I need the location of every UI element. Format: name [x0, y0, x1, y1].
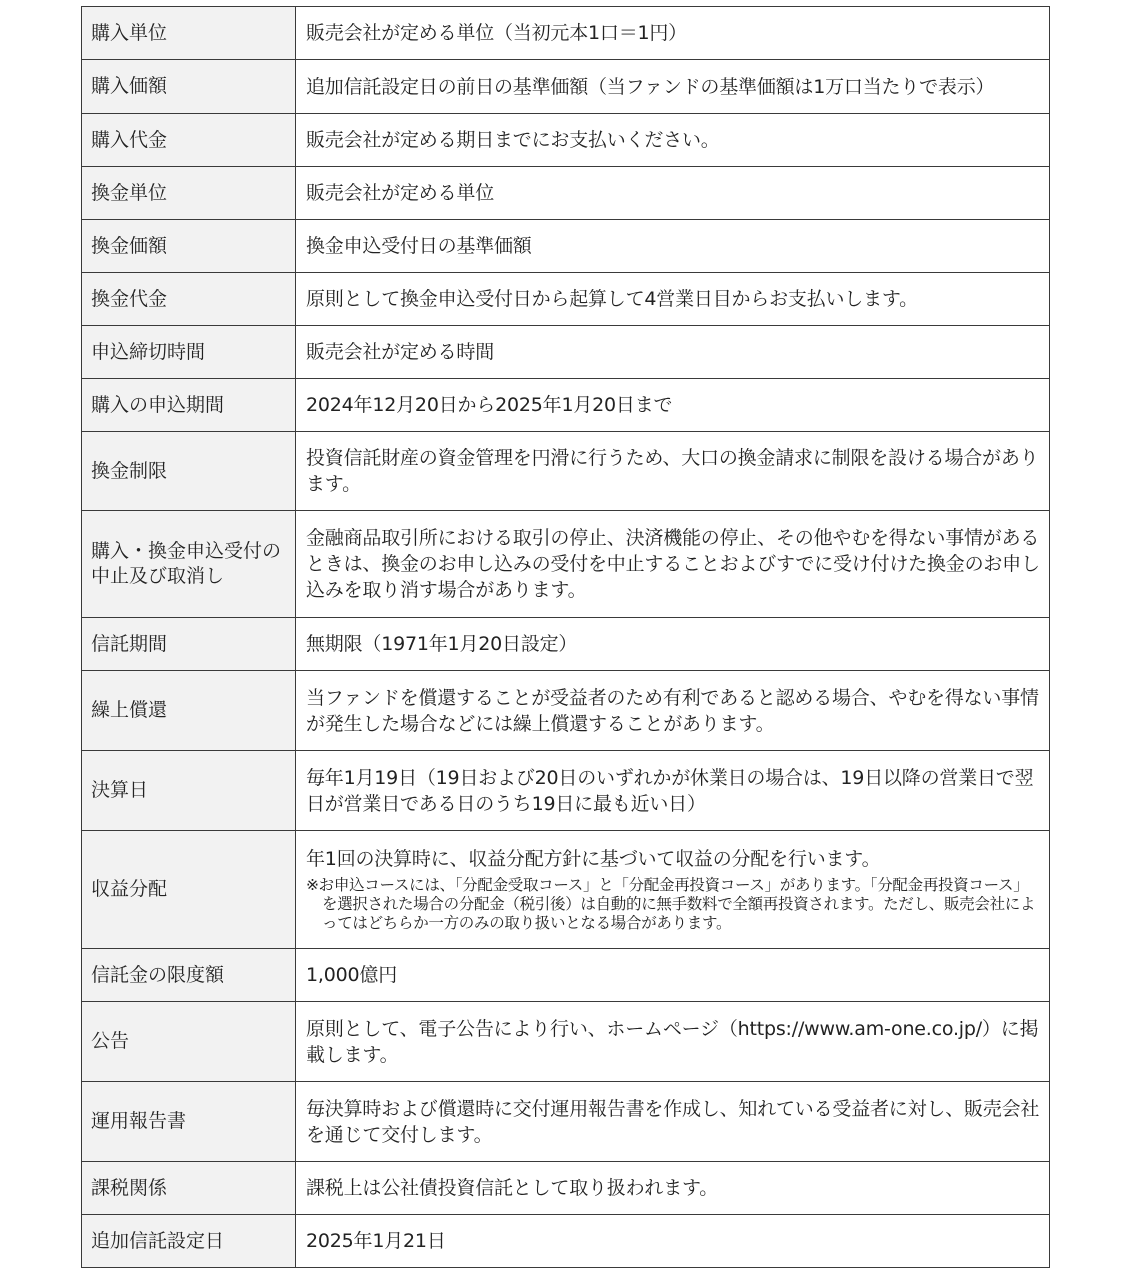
row-value: 投資信託財産の資金管理を円滑に行うため、大口の換金請求に制限を設ける場合があります。 — [296, 432, 1050, 511]
row-label: 課税関係 — [82, 1162, 296, 1215]
fund-terms-table — [81, 6, 1050, 1268]
row-label: 収益分配 — [82, 831, 296, 949]
row-label: 購入単位 — [82, 7, 296, 60]
table-row — [82, 114, 1050, 167]
row-value: 毎年1月19日（19日および20日のいずれかが休業日の場合は、19日以降の営業日で翌日が営業日である日のうち19日に最も近い日） — [296, 751, 1050, 831]
table-row — [82, 511, 1050, 618]
table-row — [82, 167, 1050, 220]
table-row — [82, 1002, 1050, 1082]
row-label: 信託期間 — [82, 618, 296, 671]
table-row — [82, 751, 1050, 831]
row-value: 当ファンドを償還することが受益者のため有利であると認める場合、やむを得ない事情が発生した場合などには繰上償還することがあります。 — [296, 671, 1050, 751]
row-label: 公告 — [82, 1002, 296, 1082]
table-row — [82, 273, 1050, 326]
row-label: 決算日 — [82, 751, 296, 831]
distribution-main-text: 年1回の決算時に、収益分配方針に基づいて収益の分配を行います。 — [306, 848, 881, 870]
row-value: 換金申込受付日の基準価額 — [296, 220, 1050, 273]
table-row — [82, 379, 1050, 432]
table-row — [82, 60, 1050, 114]
table-row — [82, 7, 1050, 60]
row-value: 追加信託設定日の前日の基準価額（当ファンドの基準価額は1万口当たりで表示） — [296, 60, 1050, 114]
row-label: 換金代金 — [82, 273, 296, 326]
table-row — [82, 671, 1050, 751]
table-row — [82, 1215, 1050, 1268]
table-row — [82, 949, 1050, 1002]
row-value: 金融商品取引所における取引の停止、決済機能の停止、その他やむを得ない事情があるときは、換金のお申し込みの受付を中止することおよびすでに受け付けた換金のお申し込みを取り消す場合があります。 — [296, 511, 1050, 618]
table-row — [82, 618, 1050, 671]
row-value: 原則として、電子公告により行い、ホームページ（https://www.am-one.co.jp/）に掲載します。 — [296, 1002, 1050, 1082]
row-value: 毎決算時および償還時に交付運用報告書を作成し、知れている受益者に対し、販売会社を通じて交付します。 — [296, 1082, 1050, 1162]
row-label: 購入・換金申込受付の中止及び取消し — [82, 511, 296, 618]
row-label: 信託金の限度額 — [82, 949, 296, 1002]
row-label: 繰上償還 — [82, 671, 296, 751]
table-row — [82, 1082, 1050, 1162]
row-label: 申込締切時間 — [82, 326, 296, 379]
row-value: 原則として換金申込受付日から起算して4営業日目からお支払いします。 — [296, 273, 1050, 326]
fund-info-sheet — [81, 6, 1050, 1268]
row-value: 販売会社が定める単位 — [296, 167, 1050, 220]
row-label: 購入価額 — [82, 60, 296, 114]
table-row — [82, 326, 1050, 379]
row-label: 換金単位 — [82, 167, 296, 220]
row-label: 購入の申込期間 — [82, 379, 296, 432]
row-label: 換金価額 — [82, 220, 296, 273]
table-row — [82, 1162, 1050, 1215]
distribution-note: ※お申込コースには、「分配金受取コース」と「分配金再投資コース」があります。「分配金再投資コース」を選択された場合の分配金（税引後）は自動的に無手数料で全額再投資されます。ただし、販売会社によってはどちらか一方のみの取り扱いとなる場合があります。 — [306, 876, 1036, 932]
row-label: 換金制限 — [82, 432, 296, 511]
row-value — [296, 831, 1050, 949]
table-row — [82, 220, 1050, 273]
row-value: 1,000億円 — [296, 949, 1050, 1002]
row-label: 運用報告書 — [82, 1082, 296, 1162]
row-label: 購入代金 — [82, 114, 296, 167]
table-row — [82, 831, 1050, 949]
row-value: 販売会社が定める時間 — [296, 326, 1050, 379]
row-value: 販売会社が定める単位（当初元本1口＝1円） — [296, 7, 1050, 60]
row-label: 追加信託設定日 — [82, 1215, 296, 1268]
table-row — [82, 432, 1050, 511]
row-value: 2024年12月20日から2025年1月20日まで — [296, 379, 1050, 432]
row-value: 2025年1月21日 — [296, 1215, 1050, 1268]
row-value: 課税上は公社債投資信託として取り扱われます。 — [296, 1162, 1050, 1215]
row-value: 販売会社が定める期日までにお支払いください。 — [296, 114, 1050, 167]
row-value: 無期限（1971年1月20日設定） — [296, 618, 1050, 671]
